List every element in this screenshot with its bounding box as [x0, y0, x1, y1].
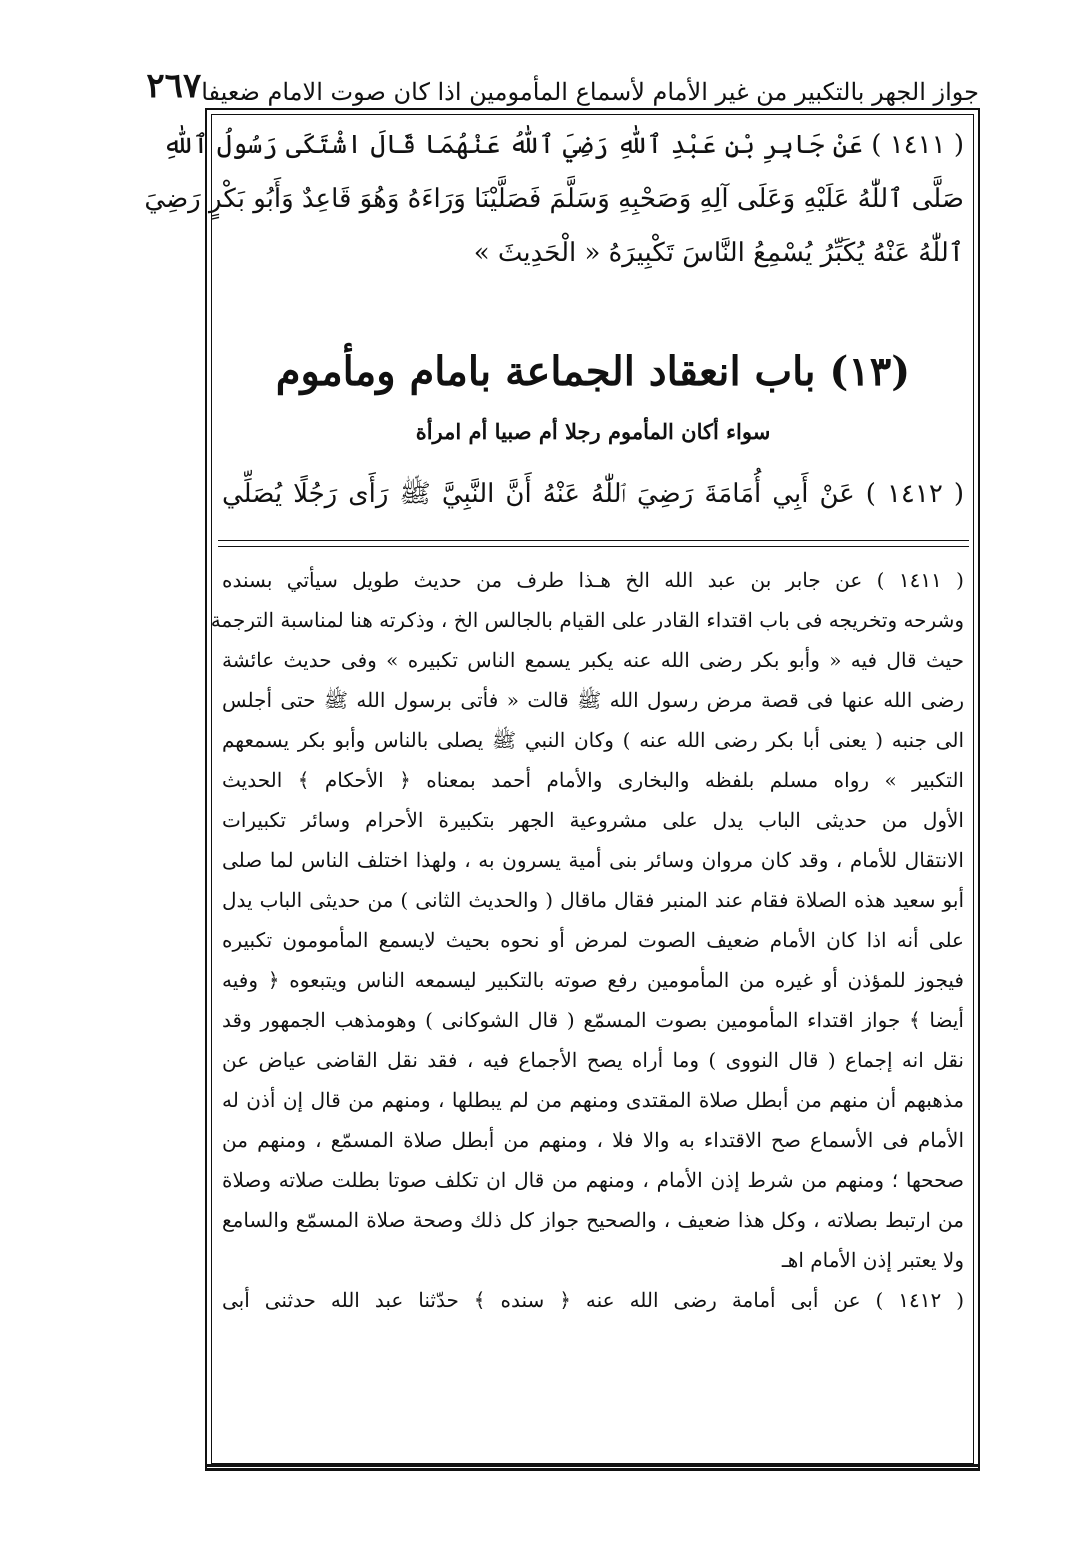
commentary-line: ولا يعتبر إذن الأمام اهـ	[781, 1248, 964, 1272]
section-separator-thin	[218, 546, 969, 547]
commentary	[210, 560, 964, 1320]
frame-bottom-rule-thin	[205, 1470, 980, 1471]
commentary-line: رضى الله عنها فى قصة مرض رسول الله ﷺ قالت « فأتى برسول الله ﷺ حتى أجلس	[222, 688, 964, 712]
commentary-line: نقل انه إجماع ( قال النووى ) وما أراه يصح الأجماع فيه ، فقد نقل القاضى عياض عن	[222, 1048, 964, 1072]
frame-bottom-rule	[205, 1464, 980, 1467]
commentary-line: الأول من حديثى الباب يدل على مشروعية الجهر بتكبيرة الأحرام وسائر تكبيرات	[222, 808, 964, 832]
running-head	[146, 62, 979, 106]
hadith-line: ٱللّٰهُ عَنْهُ يُكَبِّرُ يُسْمِعُ النَّاسَ تَكْبِيرَهُ « الْحَدِيثَ »	[473, 238, 964, 268]
commentary-line: حيث قال فيه « وأبو بكر رضى الله عنه يكبر يسمع الناس تكبيره » وفى حديث عائشة	[222, 648, 964, 672]
commentary-line: وشرحه وتخريجه فى باب اقتداء القادر على القيام بالجالس الخ ، وذكرته هنا لمناسبة الترجمة	[210, 608, 964, 632]
commentary-line: الأمام فى الأسماع صح الاقتداء به والا فلا ، ومنهم من أبطل صلاة المسمّع ، ومنهم من	[222, 1128, 964, 1152]
chapter-subtitle: سواء أكان المأموم رجلا أم صبيا أم امرأة	[415, 419, 771, 444]
running-head-title: جواز الجهر بالتكبير من غير الأمام لأسماع المأمومين اذا كان صوت الامام ضعيفا	[201, 78, 979, 106]
chapter-heading: (١٣) باب انعقاد الجماعة بامام ومأموم	[275, 348, 911, 395]
commentary-line: مذهبهم أن منهم من أبطل صلاة المقتدى ومنهم من لم يبطلها ، ومنهم من قال إن أذن له	[222, 1088, 964, 1112]
hadith-1412-text: ( ١٤١٢ ) عَنْ أَبِي أُمَامَةَ رَضِيَ ٱللّٰهُ عَنْهُ أَنَّ النَّبِيَّ ﷺ رَأَى رَجُلًا يُصَلِّي	[222, 479, 964, 509]
page-number: ٢٦٧	[146, 66, 202, 106]
commentary-line: أبو سعيد هذه الصلاة فقام عند المنبر فقال ماقال ( والحديث الثانى ) من حديثى الباب يدل	[222, 888, 964, 912]
commentary-line: أيضا ﴾ جواز اقتداء المأمومين بصوت المسمّع ( قال الشوكانى ) وهومذهب الجمهور وقد	[222, 1008, 964, 1032]
commentary-line: صححها ؛ ومنهم من شرط إذن الأمام ، ومنهم من قال ان تكلف صوتا بطلت صلاته وصلاة	[222, 1168, 964, 1192]
hadith-1411-text	[144, 118, 964, 280]
commentary-line: التكبير » رواه مسلم بلفظه والبخارى والأمام أحمد بمعناه ﴿ الأحكام ﴾ الحديث	[222, 768, 964, 792]
commentary-line: الى جنبه ( يعنى أبا بكر رضى الله عنه ) وكان النبي ﷺ يصلى بالناس وأبو بكر يسمعهم	[222, 728, 964, 752]
commentary-line: على أنه اذا كان الأمام ضعيف الصوت لمرض أو نحوه بحيث لايسمع المأمومون تكبيره	[222, 928, 964, 952]
commentary-line: الانتقال للأمام ، وقد كان مروان وسائر بنى أمية يسرون به ، ولهذا اختلف الناس لما صلى	[222, 848, 964, 872]
hadith-line: صَلَّى ٱللّٰهُ عَلَيْهِ وَعَلَى آلِهِ وَصَحْبِهِ وَسَلَّمَ فَصَلَّيْنَا وَرَاءَهُ وَهُوَ قَاعِدٌ وَأَبُو بَكْرٍ رَضِيَ	[144, 184, 964, 214]
commentary-line: ( ١٤١١ ) عن جابر بن عبد الله الخ هـذا طرف من حديث طويل سيأتي بسنده	[222, 568, 964, 592]
commentary-line: ( ١٤١٢ ) عن أبى أمامة رضى الله عنه ﴿ سنده ﴾ حدّثنا عبد الله حدثنى أبى	[222, 1288, 964, 1312]
section-separator	[218, 540, 969, 541]
commentary-line: فيجوز للمؤذن أو غيره من المأمومين رفع صوته بالتكبير ليسمعه الناس ويتبعوه ﴿ وفيه	[222, 968, 964, 992]
commentary-line: من ارتبط بصلاته ، وكل هذا ضعيف ، والصحيح جواز كل ذلك وصحة صلاة المسمّع والسامع	[222, 1208, 964, 1232]
hadith-line: ( ١٤١١ ) عَنْ جَابِرِ بْنِ عَبْدِ ٱللّٰهِ رَضِيَ ٱللّٰهُ عَنْهُمَا قَالَ اشْتَكَى رَسُولُ ٱللّٰهِ	[162, 130, 964, 160]
